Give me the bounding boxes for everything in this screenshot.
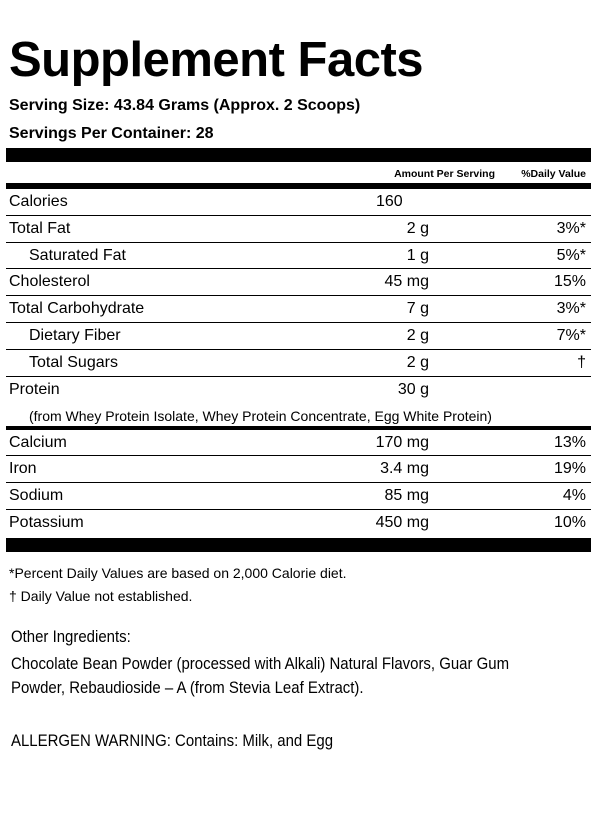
nutrient-daily-value: 3%* [556, 300, 586, 318]
nutrient-amount: 85 mg [384, 487, 429, 505]
nutrient-daily-value: 5%* [556, 246, 586, 264]
nutrient-daily-value: 13% [553, 433, 586, 451]
nutrient-row-dietary-fiber [6, 323, 591, 350]
nutrient-amount: 170 mg [375, 433, 429, 451]
nutrient-daily-value: 3%* [556, 219, 586, 237]
nutrient-row-sodium [6, 483, 591, 510]
nutrient-label: Calories [9, 193, 68, 210]
nutrient-row-saturated-fat [6, 243, 591, 270]
nutrient-label: Total Sugars [29, 353, 118, 371]
nutrient-label: Protein [9, 380, 60, 398]
nutrient-table [6, 189, 591, 537]
nutrient-row-iron [6, 456, 591, 483]
nutrient-amount: 2 g [406, 353, 429, 371]
nutrient-daily-value: 4% [562, 487, 586, 505]
panel-title: Supplement Facts [9, 33, 424, 87]
nutrient-amount: 2 g [406, 219, 429, 237]
nutrient-row-potassium [6, 510, 591, 537]
nutrient-amount: 30 g [397, 380, 429, 398]
nutrient-daily-value: 15% [553, 273, 586, 291]
nutrient-daily-value: 19% [553, 460, 586, 478]
nutrient-daily-value: 10% [553, 513, 586, 531]
nutrient-amount: 1 g [406, 246, 429, 264]
nutrient-label: Total Carbohydrate [9, 300, 145, 318]
protein-source-note: (from Whey Protein Isolate, Whey Protein Concentrate, Egg White Protein) [29, 407, 492, 424]
percent-dv-footnote: *Percent Daily Values are based on 2,000 Calorie diet. [9, 565, 347, 581]
nutrient-label: Dietary Fiber [29, 326, 121, 344]
other-ingredients-heading: Other Ingredients: [11, 627, 131, 646]
top-divider-bar [6, 148, 591, 162]
nutrient-label: Total Fat [9, 219, 71, 237]
serving-size: Serving Size: 43.84 Grams (Approx. 2 Scoops) [9, 97, 361, 114]
ingredients-line-2: Powder, Rebaudioside – A (from Stevia Leaf Extract). [11, 678, 364, 697]
nutrient-amount: 2 g [406, 326, 429, 344]
nutrient-row-total-sugars [6, 350, 591, 377]
bottom-divider-bar [6, 538, 591, 552]
daily-value-header: %Daily Value [521, 168, 586, 180]
nutrient-amount: 450 mg [375, 513, 429, 531]
nutrient-row-calcium [6, 430, 591, 457]
nutrient-amount: 3.4 mg [380, 460, 429, 478]
nutrient-daily-value: 7%* [556, 326, 586, 344]
nutrient-label: Cholesterol [9, 273, 90, 291]
nutrient-amount: 7 g [406, 300, 429, 318]
nutrient-amount: 45 mg [384, 273, 429, 291]
nutrient-label: Iron [9, 460, 37, 478]
nutrient-row-total-fat [6, 216, 591, 243]
ingredients-line-1: Chocolate Bean Powder (processed with Alkali) Natural Flavors, Guar Gum [11, 654, 510, 673]
nutrient-label: Calcium [9, 433, 67, 451]
nutrient-row-cholesterol [6, 269, 591, 296]
nutrient-label: Sodium [9, 487, 64, 505]
servings-per-container: Servings Per Container: 28 [9, 125, 214, 142]
nutrient-label: Saturated Fat [29, 246, 126, 264]
dagger-symbol: † [577, 353, 586, 371]
nutrient-row-protein [6, 377, 591, 430]
nutrient-amount: 160 [376, 193, 403, 210]
nutrient-row-calories [6, 189, 591, 216]
allergen-warning: ALLERGEN WARNING: Contains: Milk, and Egg [11, 731, 334, 750]
dagger-footnote: † Daily Value not established. [9, 588, 193, 604]
nutrient-label: Potassium [9, 513, 84, 531]
amount-per-serving-header: Amount Per Serving [394, 168, 495, 180]
nutrient-row-total-carbohydrate [6, 296, 591, 323]
